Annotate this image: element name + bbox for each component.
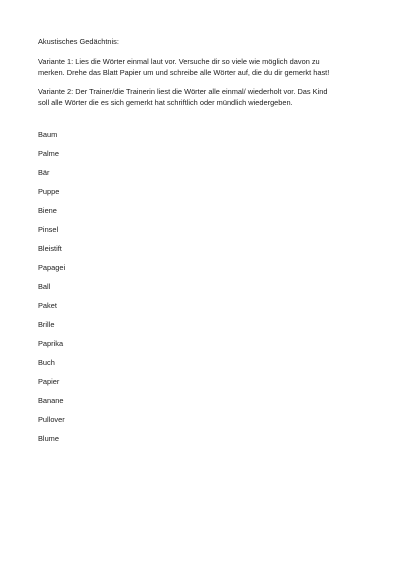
variant-2-line-2: soll alle Wörter die es sich gemerkt hat schriftlich oder mündlich wiedergeben. [38, 98, 293, 107]
word-item: Buch [38, 358, 55, 367]
word-item: Papagei [38, 263, 66, 272]
word-item: Pinsel [38, 225, 59, 234]
document-title: Akustisches Gedächtnis: [38, 37, 119, 46]
word-item: Paprika [38, 339, 64, 348]
word-item: Palme [38, 149, 59, 158]
word-item: Paket [38, 301, 57, 310]
variant-1-line-1: Variante 1: Lies die Wörter einmal laut vor. Versuche dir so viele wie möglich davon zu [38, 57, 320, 66]
variant-2-line-1: Variante 2: Der Trainer/die Trainerin liest die Wörter alle einmal/ wiederholt vor. Das Kind [38, 87, 328, 96]
word-item: Puppe [38, 187, 60, 196]
word-item: Bär [38, 168, 50, 177]
word-item: Blume [38, 434, 59, 443]
variant-1-line-2: merken. Drehe das Blatt Papier um und schreibe alle Wörter auf, die du dir gemerkt hast! [38, 68, 330, 77]
word-item: Papier [38, 377, 60, 386]
word-item: Pullover [38, 415, 65, 424]
word-item: Banane [38, 396, 64, 405]
word-list [38, 129, 65, 452]
word-item: Biene [38, 206, 57, 215]
word-item: Baum [38, 130, 58, 139]
word-item: Bleistift [38, 244, 62, 253]
word-item: Ball [38, 282, 51, 291]
word-item: Brille [38, 320, 55, 329]
